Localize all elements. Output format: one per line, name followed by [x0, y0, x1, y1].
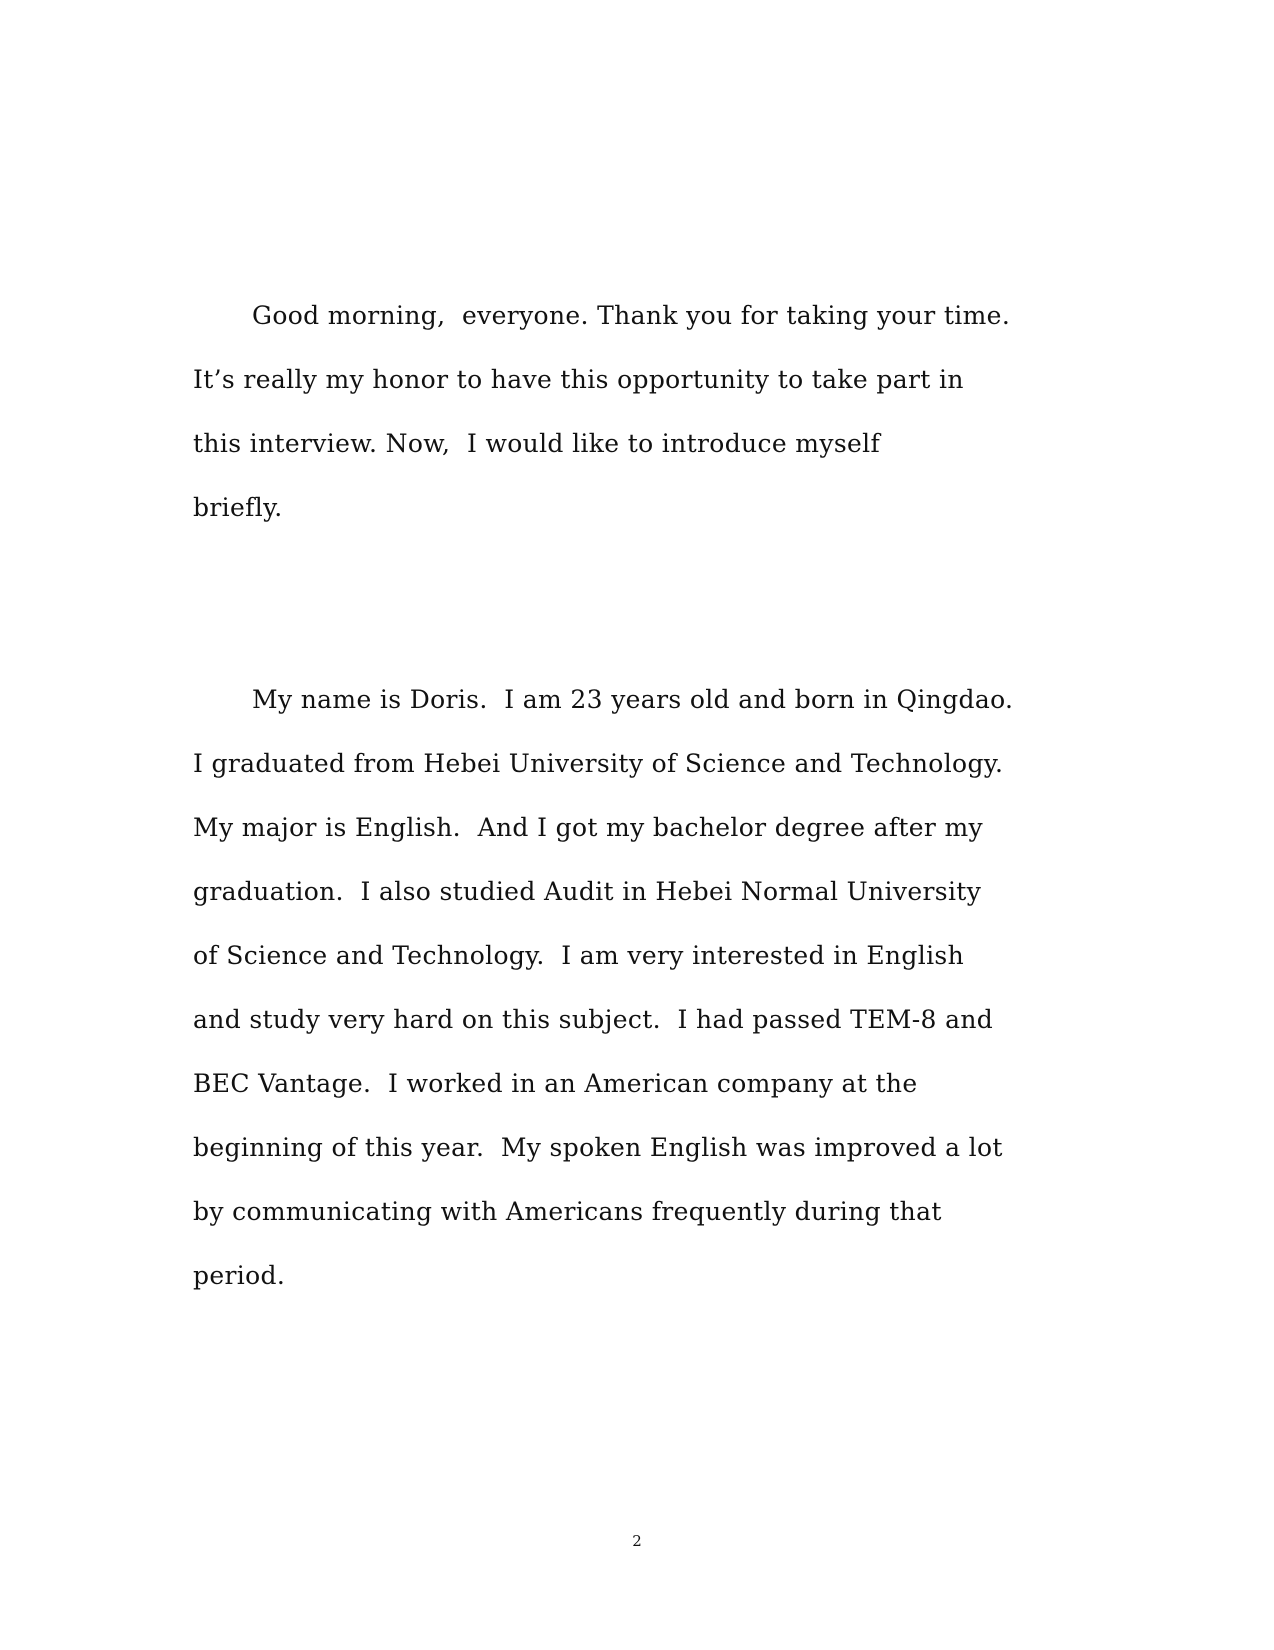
paragraph-line: period.	[193, 1261, 286, 1290]
page-number: 2	[632, 1532, 642, 1550]
paragraph-line: by communicating with Americans frequently during that	[193, 1197, 942, 1226]
paragraph-line: graduation. I also studied Audit in Hebei Normal University	[193, 877, 982, 906]
paragraph-line: this interview. Now, I would like to introduce myself	[193, 429, 881, 458]
paragraph-line: beginning of this year. My spoken English was improved a lot	[193, 1133, 1003, 1162]
paragraph-line: of Science and Technology. I am very interested in English	[193, 941, 965, 970]
paragraph-line: It’s really my honor to have this opportunity to take part in	[193, 365, 964, 394]
paragraph-line: BEC Vantage. I worked in an American company at the	[193, 1069, 918, 1098]
paragraph-line: My name is Doris. I am 23 years old and born in Qingdao.	[252, 685, 1014, 714]
paragraph-line: Good morning, everyone. Thank you for taking your time.	[252, 301, 1011, 330]
paragraph-line: briefly.	[193, 493, 283, 522]
paragraph-line: and study very hard on this subject. I had passed TEM-8 and	[193, 1005, 994, 1034]
paragraph-line: I graduated from Hebei University of Science and Technology.	[193, 749, 1004, 778]
paragraph-line: My major is English. And I got my bachelor degree after my	[193, 813, 984, 842]
